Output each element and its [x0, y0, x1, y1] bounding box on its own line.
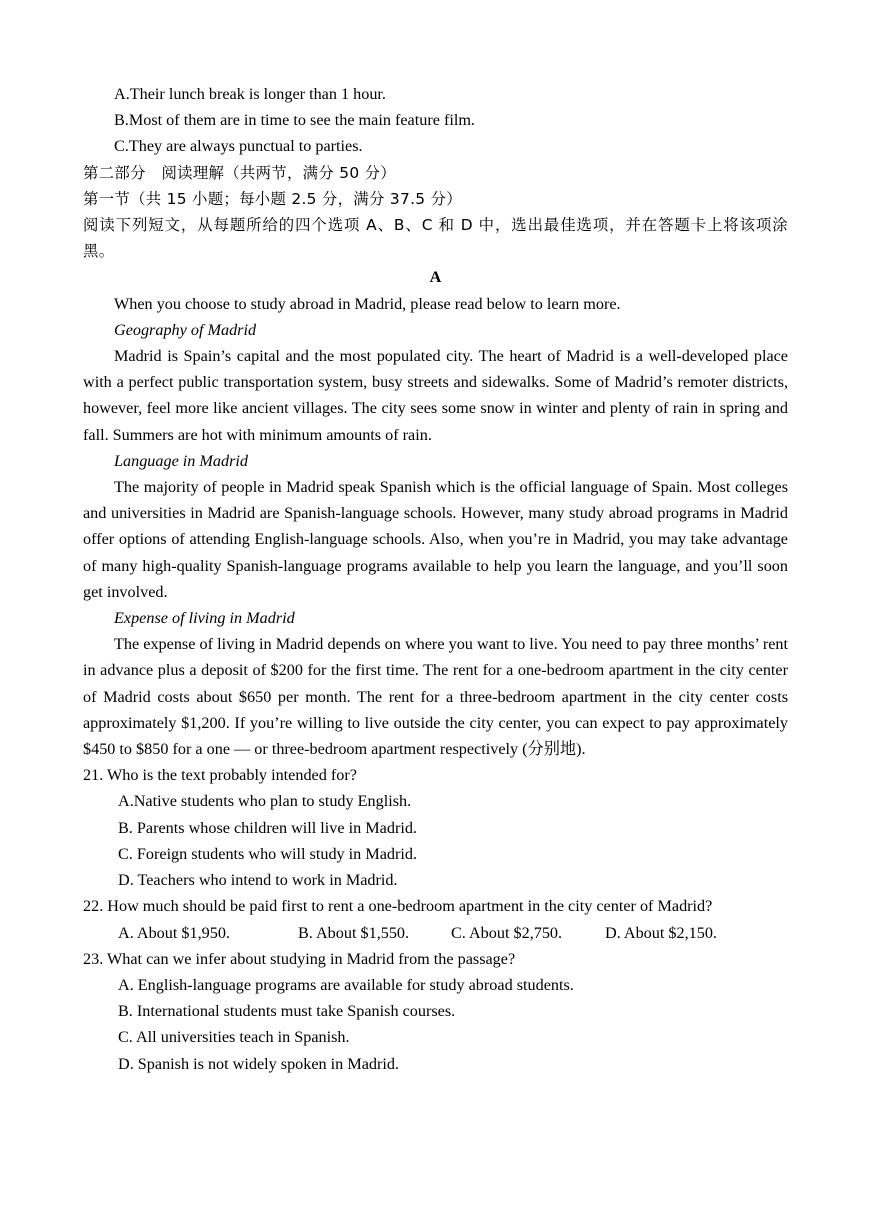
question-23-option-c: C. All universities teach in Spanish.	[118, 1028, 350, 1047]
question-21-option-d: D. Teachers who intend to work in Madrid.	[118, 871, 398, 890]
section-title: 第二部分 阅读理解（共两节，满分 50 分）	[83, 163, 396, 182]
passage-intro: When you choose to study abroad in Madrid, please read below to learn more.	[114, 294, 621, 313]
section-heading-language: Language in Madrid	[114, 451, 248, 470]
question-22-options	[83, 920, 788, 946]
prev-option-b: B.Most of them are in time to see the main feature film.	[114, 111, 475, 130]
exam-page	[83, 81, 788, 1077]
question-23-option-a: A. English-language programs are available for study abroad students.	[118, 975, 574, 994]
section-heading-geography: Geography of Madrid	[114, 320, 257, 339]
prev-option-c: C.They are always punctual to parties.	[114, 137, 363, 156]
instructions: 阅读下列短文，从每题所给的四个选项 A、B、C 和 D 中，选出最佳选项，并在答题卡上将该项涂黑。	[83, 216, 788, 261]
section-heading-expense: Expense of living in Madrid	[114, 609, 295, 628]
question-22-option-d: D. About $2,150.	[605, 923, 717, 942]
question-22-option-a: A. About $1,950.	[118, 923, 230, 942]
question-23-option-b: B. International students must take Spanish courses.	[118, 1002, 456, 1021]
section-body-language: The majority of people in Madrid speak Spanish which is the official language of Spain. Most colleges and universities in Madrid are Spanish-language schools. However, many study abroad programs in Madrid offer options of attending English-language schools. Also, when you’re in Madrid, you may take advantage of many high-quality Spanish-language programs available to help you learn the language, and you’ll soon get involved.	[83, 478, 788, 601]
passage-label: A	[429, 268, 442, 287]
question-21-stem: 21. Who is the text probably intended for?	[83, 766, 357, 785]
section-body-expense: The expense of living in Madrid depends on where you want to live. You need to pay three months’ rent in advance plus a deposit of $200 for the first time. The rent for a one-bedroom apartment in the city center of Madrid costs about $650 per month. The rent for a three-bedroom apartment in the city center costs approximately $1,200. If you’re willing to live outside the city center, you can expect to pay approximately $450 to $850 for a one — or three-bedroom apartment respectively (分别地).	[83, 635, 788, 759]
question-22-option-c: C. About $2,750.	[451, 923, 563, 942]
prev-option-a: A.Their lunch break is longer than 1 hour.	[114, 85, 386, 103]
question-21-option-a: A.Native students who plan to study English.	[118, 792, 412, 811]
question-21-option-c: C. Foreign students who will study in Madrid.	[118, 844, 418, 863]
question-23-option-d: D. Spanish is not widely spoken in Madrid.	[118, 1054, 400, 1073]
question-23-stem: 23. What can we infer about studying in Madrid from the passage?	[83, 949, 516, 968]
section-body-geography: Madrid is Spain’s capital and the most populated city. The heart of Madrid is a well-developed place with a perfect public transportation system, busy streets and sidewalks. Some of Madrid’s remoter districts, however, feel more like ancient villages. The city sees some snow in winter and plenty of rain in spring and fall. Summers are hot with minimum amounts of rain.	[83, 347, 788, 444]
subsection-title: 第一节（共 15 小题；每小题 2.5 分，满分 37.5 分）	[83, 189, 462, 208]
question-22-stem: 22. How much should be paid first to rent a one-bedroom apartment in the city center of Madrid?	[83, 897, 713, 916]
question-21-option-b: B. Parents whose children will live in Madrid.	[118, 818, 417, 837]
question-22-option-b: B. About $1,550.	[298, 923, 410, 942]
